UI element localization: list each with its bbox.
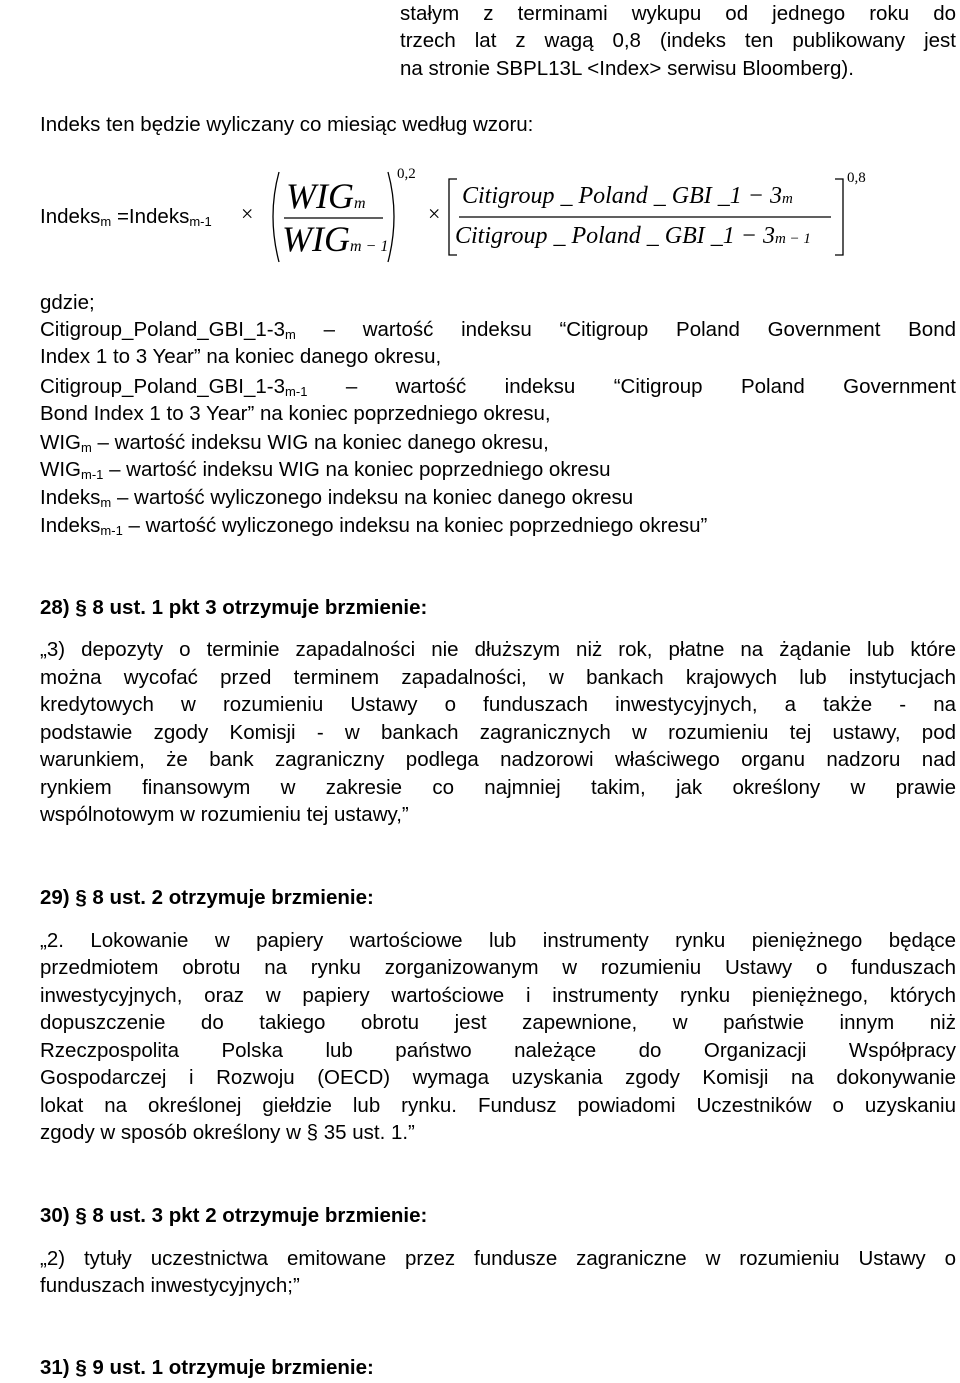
paragraph-line: „3) depozyty o terminie zapadalności nie dłuższym niż rok, płatne na żądanie lub które <box>40 638 956 661</box>
section-heading-30: 30) § 8 ust. 3 pkt 2 otrzymuje brzmienie: <box>40 1204 428 1227</box>
paragraph-line: podstawie zgody Komisji - w bankach zagranicznych w rozumieniu tej ustawy, pod <box>40 721 956 744</box>
intro-line: stałym z terminami wykupu od jednego roku do <box>400 2 956 25</box>
definition-line: $WIG_m$ – wartość indeksu WIG na koniec danego okresu, <box>40 431 549 455</box>
paragraph-line: lokat na określonej giełdzie lub rynku. Fundusz powiadomi Uczestników o uzyskaniu <box>40 1094 956 1117</box>
paragraph-line: warunkiem, że bank zagraniczny podlega nadzorowi właściwego organu nadzoru nad <box>40 748 956 771</box>
definition-line: $WIG_{m-1}$ – wartość indeksu WIG na koniec poprzedniego okresu <box>40 458 611 482</box>
formula-intro: Indeks ten będzie wyliczany co miesiąc według wzoru: <box>40 113 534 136</box>
paragraph-line: „2) tytuły uczestnictwa emitowane przez fundusze zagraniczne w rozumieniu Ustawy o <box>40 1247 956 1270</box>
wig-denominator: WIGm − 1 <box>282 219 389 259</box>
definition-line: Indeks$_{m-1}$ – wartość wyliczonego indeksu na koniec poprzedniego okresu” <box>40 514 708 538</box>
definition-line: Indeks$_m$ – wartość wyliczonego indeksu na koniec danego okresu <box>40 486 634 510</box>
intro-line: na stronie SBPL13L <Index> serwisu Bloomberg). <box>400 57 854 80</box>
paragraph-line: rynkiem finansowym w zakresie co najmniej takim, jak określony w prawie <box>40 776 956 799</box>
paragraph-line: kredytowych w rozumieniu Ustawy o funduszach inwestycyjnych, a także - na <box>40 693 956 716</box>
gdzie-label: gdzie; <box>40 291 95 314</box>
times-sign: × <box>241 201 254 226</box>
paragraph-line: można wycofać przed terminem zapadalności, w bankach krajowych lub instytucjach <box>40 666 956 689</box>
intro-line: trzech lat z wagą 0,8 (indeks ten publikowany jest <box>400 29 956 52</box>
section-heading-31: 31) § 9 ust. 1 otrzymuje brzmienie: <box>40 1356 374 1379</box>
citi-numerator: Citigroup _ Poland _ GBI _1 − 3m <box>462 183 793 209</box>
definition-line: Index 1 to 3 Year” na koniec danego okresu, <box>40 345 442 368</box>
paragraph-line: zgody w sposób określony w § 35 ust. 1.” <box>40 1121 415 1144</box>
section-heading-28: 28) § 8 ust. 1 pkt 3 otrzymuje brzmienie: <box>40 596 428 619</box>
definition-line: $Citigroup\_Poland\_GBI\_1-3_m$ – wartość indeksu “Citigroup Poland Government Bond <box>40 318 956 342</box>
paragraph-line: Gospodarczej i Rozwoju (OECD) wymaga uzyskania zgody Komisji na dokonywanie <box>40 1066 956 1089</box>
paragraph-line: Rzeczpospolita Polska lub państwo należące do Organizacji Współpracy <box>40 1039 956 1062</box>
wig-numerator: WIGm <box>286 176 366 216</box>
section-heading-29: 29) § 8 ust. 2 otrzymuje brzmienie: <box>40 886 374 909</box>
exponent-08: 0,8 <box>847 170 866 186</box>
paragraph-line: przedmiotem obrotu na rynku zorganizowanym w rozumieniu Ustawy o funduszach <box>40 956 956 979</box>
paragraph-line: inwestycyjnych, oraz w papiery wartościowe i instrumenty rynku pieniężnego, których <box>40 984 956 1007</box>
paragraph-line: funduszach inwestycyjnych;” <box>40 1274 300 1297</box>
definition-line: $Citigroup\_Poland\_GBI\_1-3_{m-1}$ – wartość indeksu “Citigroup Poland Government <box>40 375 956 399</box>
paragraph-line: „2. Lokowanie w papiery wartościowe lub instrumenty rynku pieniężnego będące <box>40 929 956 952</box>
times-sign: × <box>428 201 441 226</box>
formula-lhs: Indeks$_m$ =Indeks$_{m-1}$ <box>40 205 212 229</box>
paragraph-line: wspólnotowym w rozumieniu tej ustawy,” <box>40 803 409 826</box>
definition-line: Bond Index 1 to 3 Year” na koniec poprzedniego okresu, <box>40 402 551 425</box>
exponent-02: 0,2 <box>397 166 416 182</box>
citi-denominator: Citigroup _ Poland _ GBI _1 − 3m − 1 <box>455 223 811 249</box>
paragraph-line: dopuszczenie do takiego obrotu jest zapewnione, w państwie innym niż <box>40 1011 956 1034</box>
